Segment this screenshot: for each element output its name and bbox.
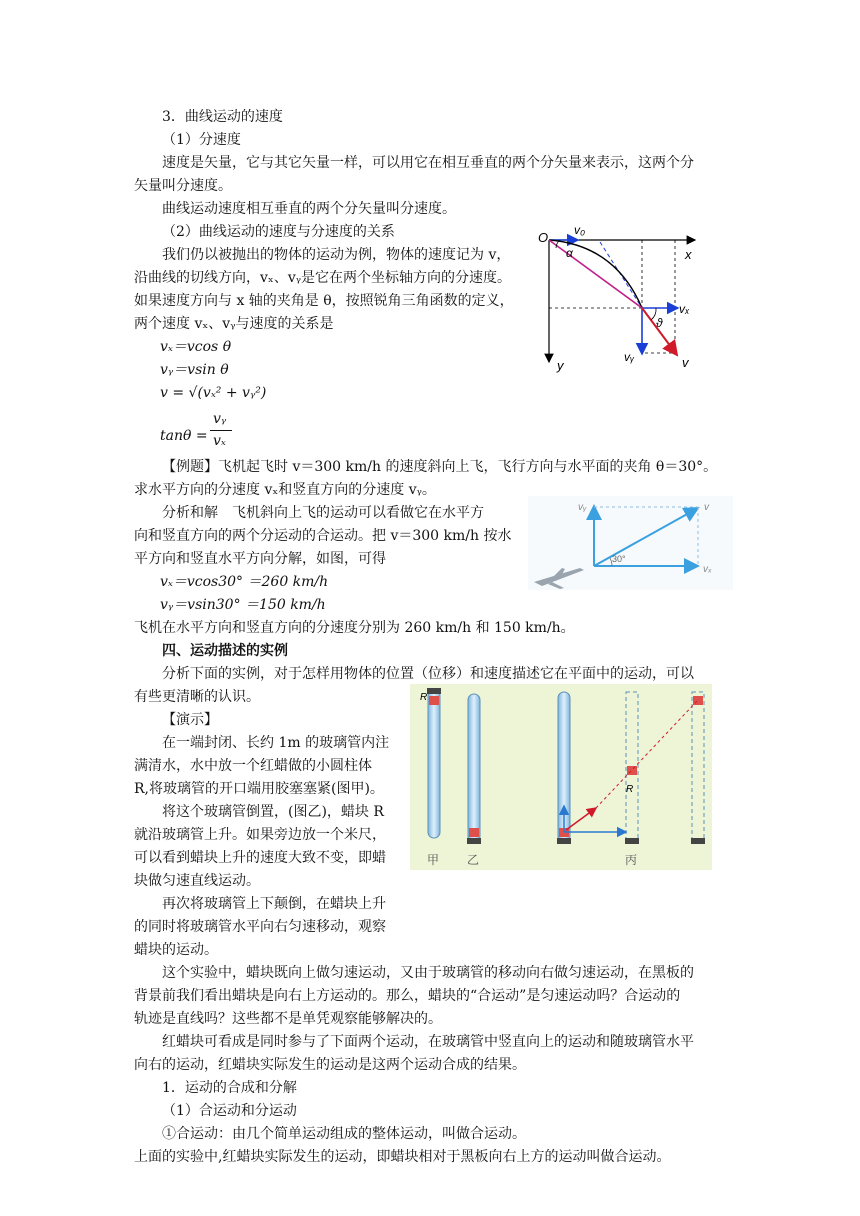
r-label-jia: R — [420, 692, 428, 703]
formula-v: v = √(vₓ² + vᵧ²) — [160, 385, 267, 401]
paragraph-line: 这个实验中，蜡块既向上做匀速运动，又由于玻璃管的移动向右做匀速运动，在黑板的 — [162, 965, 694, 981]
demo-line: 可以看到蜡块上升的速度大致不变，即蜡 — [134, 850, 386, 866]
r-label-bing: R — [626, 784, 634, 795]
demo-line: 满清水，水中放一个红蜡做的小圆柱体 — [134, 758, 372, 774]
paragraph-line: 有些更清晰的认识。 — [134, 689, 260, 705]
formula-tan-numerator: vᵧ — [213, 411, 227, 427]
paragraph-line: 速度是矢量，它与其它矢量一样，可以用它在相互垂直的两个分矢量来表示，这两个分 — [162, 155, 694, 171]
plane-vx-label: vₓ — [703, 564, 712, 575]
formula-vy: vᵧ＝vsin θ — [160, 362, 229, 378]
x-label: x — [685, 247, 692, 262]
paragraph-line: 红蜡块可看成是同时参与了下面两个运动，在玻璃管中竖直向上的运动和随玻璃管水平 — [162, 1034, 694, 1050]
subheading-1: （1）分速度 — [162, 132, 241, 148]
v-label: v — [682, 355, 689, 370]
demo-line: R,将玻璃管的开口端用胶塞塞紧(图甲)。 — [134, 781, 384, 797]
solution-vy: vᵧ＝vsin30° ＝150 km/h — [160, 597, 326, 613]
demo-line: 在一端封闭、长约 1m 的玻璃管内注 — [162, 735, 390, 751]
displacement-line — [549, 240, 642, 308]
demo-heading: 【演示】 — [162, 712, 218, 728]
demo-line: 就沿玻璃管上升。如果旁边放一个米尺， — [134, 827, 386, 843]
paragraph-line: 两个速度 vₓ、vᵧ与速度的关系是 — [134, 316, 334, 332]
paragraph-line: 如果速度方向与 x 轴的夹角是 θ，按照锐角三角函数的定义， — [134, 293, 514, 309]
label-bing: 丙 — [625, 853, 638, 867]
paragraph-line: 背景前我们看出蜡块是向右上方运动的。那么，蜡块的“合运动”是匀速运动吗？合运动的 — [134, 988, 681, 1004]
paragraph-line: 沿曲线的切线方向，vₓ、vᵧ是它在两个坐标轴方向的分速度。 — [134, 270, 512, 286]
glass-tube-figure — [410, 684, 712, 870]
solution-conclusion: 飞机在水平方向和竖直方向的分速度分别为 260 km/h 和 150 km/h。 — [134, 620, 575, 636]
tube-yi — [467, 694, 481, 844]
solution-line: 平方向和竖直水平方向分解，如图，可得 — [134, 551, 386, 567]
v0-label: v₀ — [574, 223, 586, 237]
formula-tan-denominator: vₓ — [213, 433, 226, 449]
subheading-2: （2）曲线运动的速度与分速度的关系 — [162, 224, 395, 240]
airplane-velocity-figure — [528, 496, 733, 590]
vy-label: vᵧ — [624, 350, 635, 364]
paragraph-line: 向右的运动，红蜡块实际发生的运动是这两个运动合成的结果。 — [134, 1057, 526, 1073]
vx-label: vₓ — [679, 302, 690, 316]
demo-line: 的同时将玻璃管水平向右匀速移动，观察 — [134, 919, 386, 935]
paragraph-line: 矢量叫分速度。 — [134, 178, 232, 194]
solution-line: 分析和解 飞机斜向上飞的运动可以看做它在水平方 — [162, 505, 484, 521]
tube-jia — [427, 688, 441, 838]
plane-vy-label: vᵧ — [578, 502, 587, 513]
section-heading-3: 3．曲线运动的速度 — [162, 109, 283, 125]
solution-vx: vₓ＝vcos30° ＝260 km/h — [160, 574, 329, 590]
plane-angle-label: 30° — [612, 554, 626, 564]
demo-line: 蜡块的运动。 — [134, 942, 218, 958]
demo-line: 将这个玻璃管倒置，(图乙)，蜡块 R — [162, 804, 384, 820]
fraction-bar — [210, 430, 232, 431]
paragraph-line: 我们仍以被抛出的物体的运动为例，物体的速度记为 v， — [162, 247, 511, 263]
paragraph-line: 轨迹是直线吗？这些都不是单凭观察能够解决的。 — [134, 1011, 442, 1027]
formula-tan-lhs: tanθ = — [160, 428, 208, 444]
definition-line: ①合运动：由几个简单运动组成的整体运动，叫做合运动。 — [162, 1126, 526, 1142]
label-jia: 甲 — [427, 853, 440, 867]
origin-label: O — [538, 230, 549, 245]
demo-line: 再次将玻璃管上下颠倒，在蜡块上升 — [162, 896, 386, 912]
plane-v-label: v — [704, 502, 709, 513]
paragraph-line: 分析下面的实例，对于怎样用物体的位置（位移）和速度描述它在平面中的运动，可以 — [162, 666, 694, 682]
formula-vx: vₓ＝vcos θ — [160, 339, 232, 355]
paragraph-line: 曲线运动速度相互垂直的两个分矢量叫分速度。 — [162, 201, 456, 217]
projectile-velocity-figure — [530, 220, 710, 380]
y-label: y — [557, 358, 564, 373]
section-heading-4: 四、运动描述的实例 — [162, 643, 288, 659]
example-line: 【例题】飞机起飞时 v＝300 km/h 的速度斜向上飞，飞行方向与水平面的夹角 θ＝30°。 — [162, 459, 718, 475]
demo-line: 块做匀速直线运动。 — [134, 873, 260, 889]
paragraph-line: 上面的实验中,红蜡块实际发生的运动，即蜡块相对于黑板向右上方的运动叫做合运动。 — [134, 1149, 671, 1165]
example-line: 求水平方向的分速度 vₓ和竖直方向的分速度 vᵧ。 — [134, 482, 436, 498]
alpha-label: α — [566, 246, 573, 260]
solution-line: 向和竖直方向的两个分运动的合运动。把 v＝300 km/h 按水 — [134, 528, 512, 544]
theta-label: ϑ — [656, 316, 663, 330]
subheading: （1）合运动和分运动 — [162, 1103, 297, 1119]
subheading: 1．运动的合成和分解 — [162, 1080, 297, 1096]
label-yi: 乙 — [467, 853, 480, 867]
